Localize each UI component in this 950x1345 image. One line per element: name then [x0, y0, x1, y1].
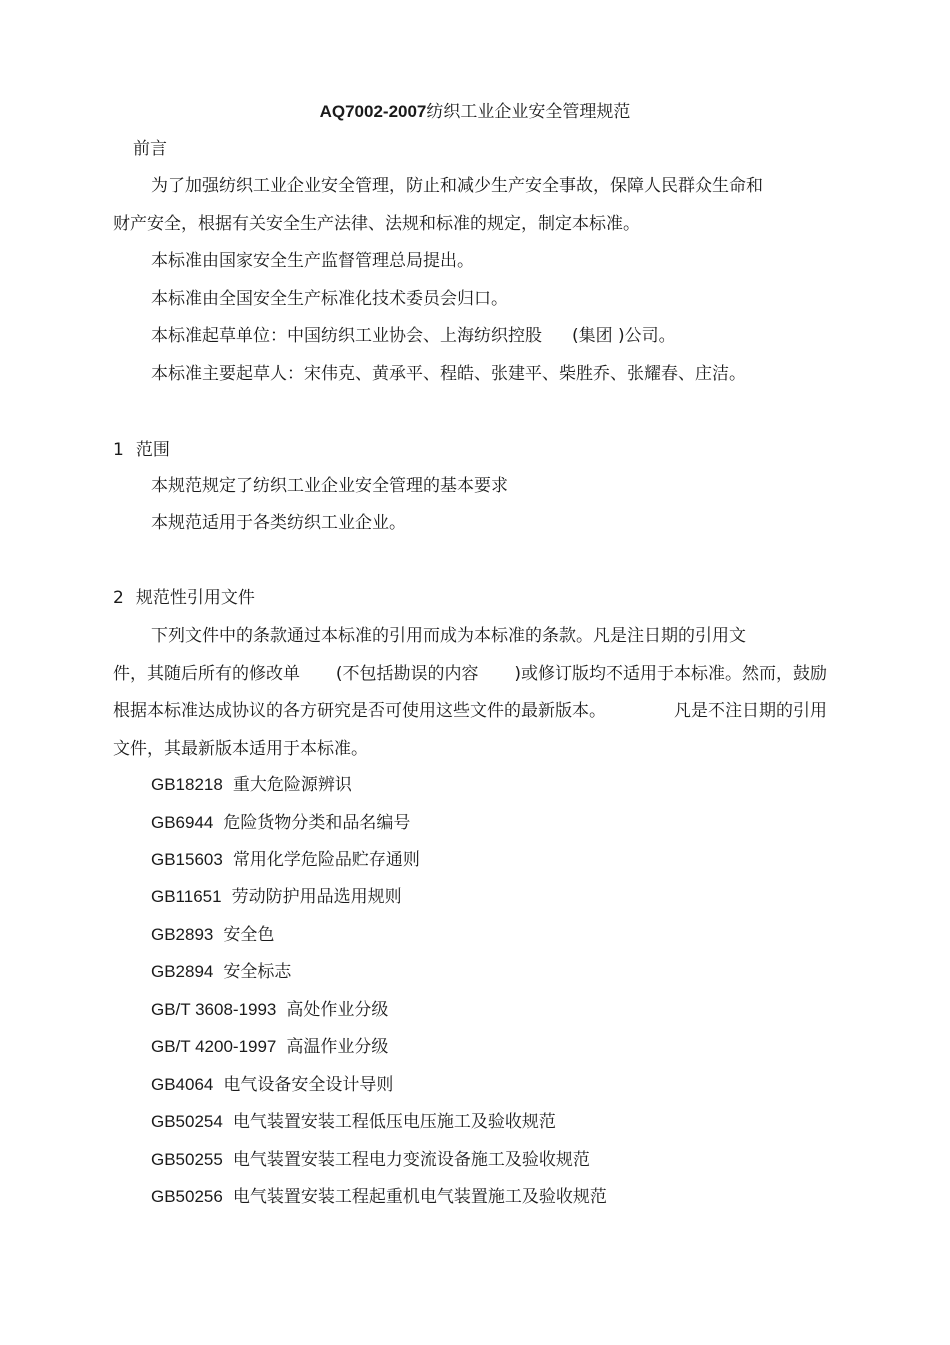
reference-code: GB6944 [151, 813, 214, 832]
reference-title: 常用化学危险品贮存通则 [232, 850, 420, 870]
reference-code: GB/T 3608-1993 [151, 1000, 277, 1019]
reference-title: 安全标志 [223, 962, 292, 982]
line-2-part-c: )或修订版均不适用于本标准。然而，鼓励 [514, 664, 827, 684]
reference-item [151, 1111, 556, 1133]
line-3-part-a: 根据本标准达成协议的各方研究是否可使用这些文件的最新版本。 [113, 701, 606, 721]
foreword-paragraph-1-line-2: 财产安全，根据有关安全生产法律、法规和标准的规定，制定本标准。 [113, 214, 640, 234]
section-1-title: 范围 [135, 440, 170, 460]
reference-item [151, 1186, 607, 1208]
reference-code: GB18218 [151, 775, 223, 794]
reference-title: 重大危险源辨识 [232, 775, 352, 795]
reference-code: GB11651 [151, 887, 222, 906]
section-2-number: 2 [113, 588, 124, 608]
reference-title: 电气装置安装工程起重机电气装置施工及验收规范 [232, 1187, 607, 1207]
line-2-part-b: (不包括勘误的内容 [335, 664, 479, 684]
reference-code: GB4064 [151, 1075, 214, 1094]
reference-item [151, 812, 410, 834]
section-2-paragraph-line-3 [113, 700, 827, 722]
section-1-paragraph-2: 本规范适用于各类纺织工业企业。 [151, 513, 406, 533]
reference-code: GB50256 [151, 1187, 223, 1206]
foreword-paragraph-5: 本标准主要起草人：宋伟克、黄承平、程皓、张建平、柴胜乔、张耀春、庄洁。 [151, 364, 746, 384]
reference-title: 危险货物分类和品名编号 [223, 813, 411, 833]
reference-code: GB/T 4200-1997 [151, 1037, 277, 1056]
reference-item [151, 1149, 590, 1171]
reference-item [151, 1036, 388, 1058]
line-2-part-a: 件，其随后所有的修改单 [113, 664, 300, 684]
reference-item [151, 961, 291, 983]
reference-title: 电气装置安装工程电力变流设备施工及验收规范 [232, 1150, 590, 1170]
foreword-heading: 前言 [133, 139, 167, 159]
foreword-paragraph-1-line-1: 为了加强纺织工业企业安全管理，防止和减少生产安全事故，保障人民群众生命和 [151, 176, 763, 196]
reference-title: 电气设备安全设计导则 [223, 1075, 394, 1095]
reference-item [151, 774, 352, 796]
reference-title: 电气装置安装工程低压电压施工及验收规范 [232, 1112, 556, 1132]
reference-code: GB2894 [151, 962, 214, 981]
section-2-heading [113, 587, 255, 609]
reference-code: GB50255 [151, 1150, 223, 1169]
foreword-paragraph-2: 本标准由国家安全生产监督管理总局提出。 [151, 251, 474, 271]
reference-title: 高处作业分级 [286, 1000, 389, 1020]
foreword-paragraph-3: 本标准由全国安全生产标准化技术委员会归口。 [151, 289, 508, 309]
section-1-number: 1 [113, 440, 124, 460]
standard-code: AQ7002-2007 [319, 102, 427, 121]
foreword-paragraph-4 [151, 325, 676, 347]
section-1-paragraph-1: 本规范规定了纺织工业企业安全管理的基本要求 [151, 476, 508, 496]
reference-item [151, 999, 388, 1021]
reference-item [151, 886, 402, 908]
document-title [0, 101, 950, 123]
reference-item [151, 1074, 393, 1096]
section-2-paragraph-line-4: 文件，其最新版本适用于本标准。 [113, 739, 368, 759]
reference-code: GB2893 [151, 925, 214, 944]
reference-item [151, 924, 274, 946]
line-3-part-b: 凡是不注日期的引用 [674, 701, 827, 721]
drafting-units-suffix: (集团 )公司。 [572, 326, 676, 346]
reference-item [151, 849, 420, 871]
section-2-paragraph-line-1: 下列文件中的条款通过本标准的引用而成为本标准的条款。凡是注日期的引用文 [151, 626, 746, 646]
reference-title: 安全色 [223, 925, 275, 945]
reference-title: 劳动防护用品选用规则 [231, 887, 402, 907]
reference-title: 高温作业分级 [286, 1037, 389, 1057]
reference-code: GB50254 [151, 1112, 223, 1131]
section-2-paragraph-line-2 [113, 663, 827, 685]
reference-code: GB15603 [151, 850, 223, 869]
section-2-title: 规范性引用文件 [135, 588, 255, 608]
standard-title: 纺织工业企业安全管理规范 [426, 102, 631, 122]
section-1-heading [113, 439, 170, 461]
drafting-units: 本标准起草单位：中国纺织工业协会、上海纺织控股 [151, 326, 542, 346]
